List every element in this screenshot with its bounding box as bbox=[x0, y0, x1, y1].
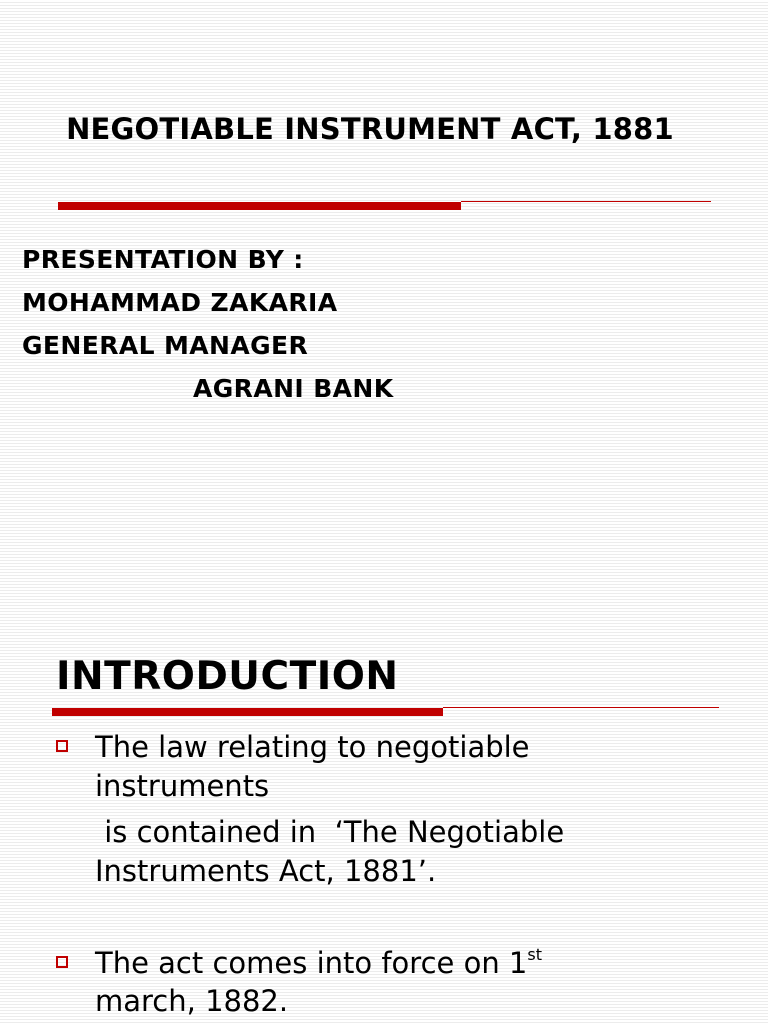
bullet-2-line-2: march, 1882. bbox=[95, 984, 289, 1018]
ordinal-suffix: st bbox=[527, 945, 542, 964]
bullet-2-line-1 bbox=[95, 945, 542, 980]
hollow-square-bullet-icon bbox=[56, 740, 68, 752]
presenter-heading: PRESENTATION BY : bbox=[22, 245, 304, 274]
slide-title: NEGOTIABLE INSTRUMENT ACT, 1881 bbox=[66, 112, 674, 146]
presenter-title: GENERAL MANAGER bbox=[22, 331, 309, 360]
slide-title: INTRODUCTION bbox=[56, 654, 399, 699]
introduction-slide bbox=[0, 610, 768, 1024]
title-underline-thin bbox=[443, 707, 719, 708]
hollow-square-bullet-icon bbox=[56, 956, 68, 968]
presenter-organization: AGRANI BANK bbox=[193, 374, 394, 403]
bullet-1-line-2: instruments bbox=[95, 769, 270, 803]
title-underline-thick bbox=[58, 202, 461, 210]
bullet-1-line-3: is contained in ‘The Negotiable bbox=[95, 815, 565, 849]
title-underline-thick bbox=[52, 708, 443, 716]
bullet-1-line-1: The law relating to negotiable bbox=[95, 730, 530, 764]
title-underline-thin bbox=[461, 201, 711, 202]
presenter-name: MOHAMMAD ZAKARIA bbox=[22, 288, 338, 317]
bullet-1-line-4: Instruments Act, 1881’. bbox=[95, 854, 437, 888]
bullet-2-line-1-text: The act comes into force on 1 bbox=[95, 946, 528, 980]
